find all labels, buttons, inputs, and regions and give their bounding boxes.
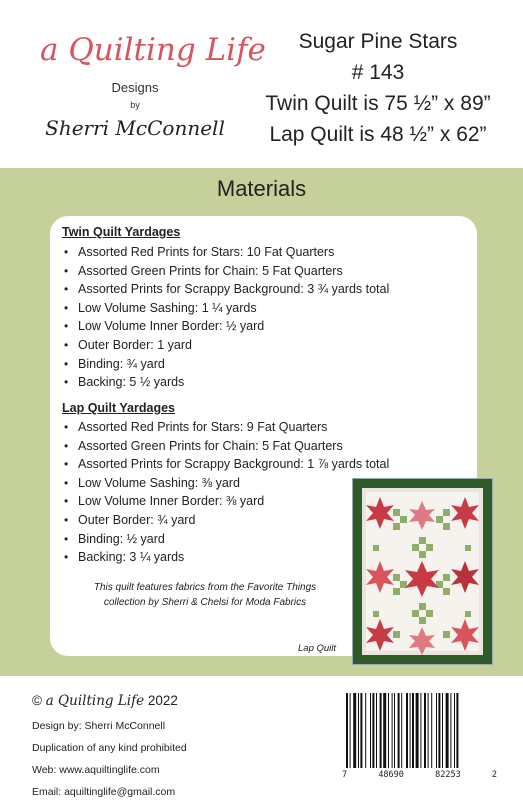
barcode-bar <box>442 693 443 768</box>
list-item: • Outer Border: ¾ yard <box>62 511 389 530</box>
barcode-bar <box>406 693 408 768</box>
fabric-credit-line: This quilt features fabrics from the Favorite Things <box>93 582 317 593</box>
barcode-bar <box>365 693 366 768</box>
list-item: • Assorted Red Prints for Stars: 10 Fat Quarters <box>62 243 389 262</box>
list-item: • Low Volume Inner Border: ⅜ yard <box>62 492 389 511</box>
barcode-bar <box>394 693 395 768</box>
barcode-bar <box>454 693 455 768</box>
list-item: • Assorted Prints for Scrappy Background: 3 ¾ yards total <box>62 280 389 299</box>
barcode-bar <box>383 693 386 768</box>
list-item: • Assorted Green Prints for Chain: 5 Fat Quarters <box>62 262 389 281</box>
barcode-bar <box>456 693 458 768</box>
barcode-bar <box>412 693 414 768</box>
duplication-notice: Duplication of any kind prohibited <box>32 742 187 754</box>
list-item: • Binding: ½ yard <box>62 530 389 549</box>
barcode-bar <box>350 693 351 768</box>
barcode-bar <box>398 693 400 768</box>
list-item: • Assorted Red Prints for Stars: 9 Fat Quarters <box>62 418 389 437</box>
list-item: • Low Volume Sashing: ⅜ yard <box>62 474 389 493</box>
barcode-bar <box>450 693 451 768</box>
brand-logo <box>30 20 266 150</box>
header <box>0 0 523 168</box>
lap-yardage-heading: Lap Quilt Yardages <box>62 401 176 415</box>
list-item: • Low Volume Inner Border: ½ yard <box>62 317 389 336</box>
fabric-credit <box>60 580 350 610</box>
barcode-bar <box>438 693 440 768</box>
twin-yardage-heading: Twin Quilt Yardages <box>62 225 181 239</box>
quilt-photo <box>352 478 493 665</box>
barcode-bar <box>428 693 429 768</box>
materials-title: Materials <box>216 176 307 201</box>
barcode-bar <box>416 693 419 768</box>
barcode-bar <box>420 693 421 768</box>
pattern-name: Sugar Pine Stars <box>298 30 458 53</box>
barcode-bar <box>388 693 389 768</box>
barcode-bar <box>446 693 449 768</box>
list-item: • Backing: 3 ¼ yards <box>62 548 389 567</box>
barcode-digits-left: 48690 <box>378 770 404 780</box>
barcode-bar <box>436 693 437 768</box>
lap-size: Lap Quilt is 48 ½” x 62” <box>269 123 487 146</box>
list-item: • Assorted Prints for Scrappy Background: 1 ⅞ yards total <box>62 455 389 474</box>
barcode-bar <box>424 693 426 768</box>
twin-size: Twin Quilt is 75 ½” x 89” <box>265 92 491 115</box>
barcode-bar <box>360 693 362 768</box>
copyright-symbol: © <box>32 693 42 708</box>
copyright-year: 2022 <box>147 693 178 708</box>
barcode-bar <box>410 693 411 768</box>
barcode-bar <box>372 693 374 768</box>
fabric-credit-line: collection by Sherri & Chelsi for Moda Fabrics <box>103 597 307 608</box>
photo-caption: Lap Quilt <box>298 643 337 654</box>
email-link[interactable]: Email: aquiltinglife@gmail.com <box>32 786 176 798</box>
barcode-bar <box>370 693 371 768</box>
barcode-bar <box>376 693 377 768</box>
logo-designs: Designs <box>111 80 159 95</box>
website-link[interactable]: Web: www.aquiltinglife.com <box>32 764 160 776</box>
pattern-number: # 143 <box>351 61 405 84</box>
barcode-bar <box>401 693 402 768</box>
barcode-bar <box>353 693 356 768</box>
quilt-illustration <box>353 479 492 664</box>
barcode-bar <box>380 693 382 768</box>
list-item: • Backing: 5 ½ yards <box>62 373 389 392</box>
list-item: • Binding: ¾ yard <box>62 355 389 374</box>
barcode-bar <box>358 693 359 768</box>
copyright-brand: a Quilting Life <box>45 693 145 709</box>
barcode-digits-right: 82253 <box>435 770 461 780</box>
logo-designer-name: Sherri McConnell <box>45 116 225 140</box>
barcode-bar <box>346 693 348 768</box>
barcode-digit-last: 2 <box>491 770 497 780</box>
logo-wordmark: a Quilting Life <box>40 32 266 68</box>
list-item: • Outer Border: 1 yard <box>62 336 389 355</box>
barcode-digits <box>342 770 497 780</box>
barcode-bar <box>392 693 393 768</box>
designer-credit: Design by: Sherri McConnell <box>32 720 166 732</box>
barcode-digit-first: 7 <box>342 770 348 780</box>
twin-yardage-list <box>62 243 389 392</box>
barcode-bar <box>431 693 432 768</box>
logo-by: by <box>130 100 140 110</box>
pattern-title-block <box>263 26 493 150</box>
barcode <box>342 693 497 768</box>
list-item: • Assorted Green Prints for Chain: 5 Fat Quarters <box>62 437 389 456</box>
copyright-line <box>32 693 178 709</box>
list-item: • Low Volume Sashing: 1 ¼ yards <box>62 299 389 318</box>
lap-yardage-list <box>62 418 389 567</box>
